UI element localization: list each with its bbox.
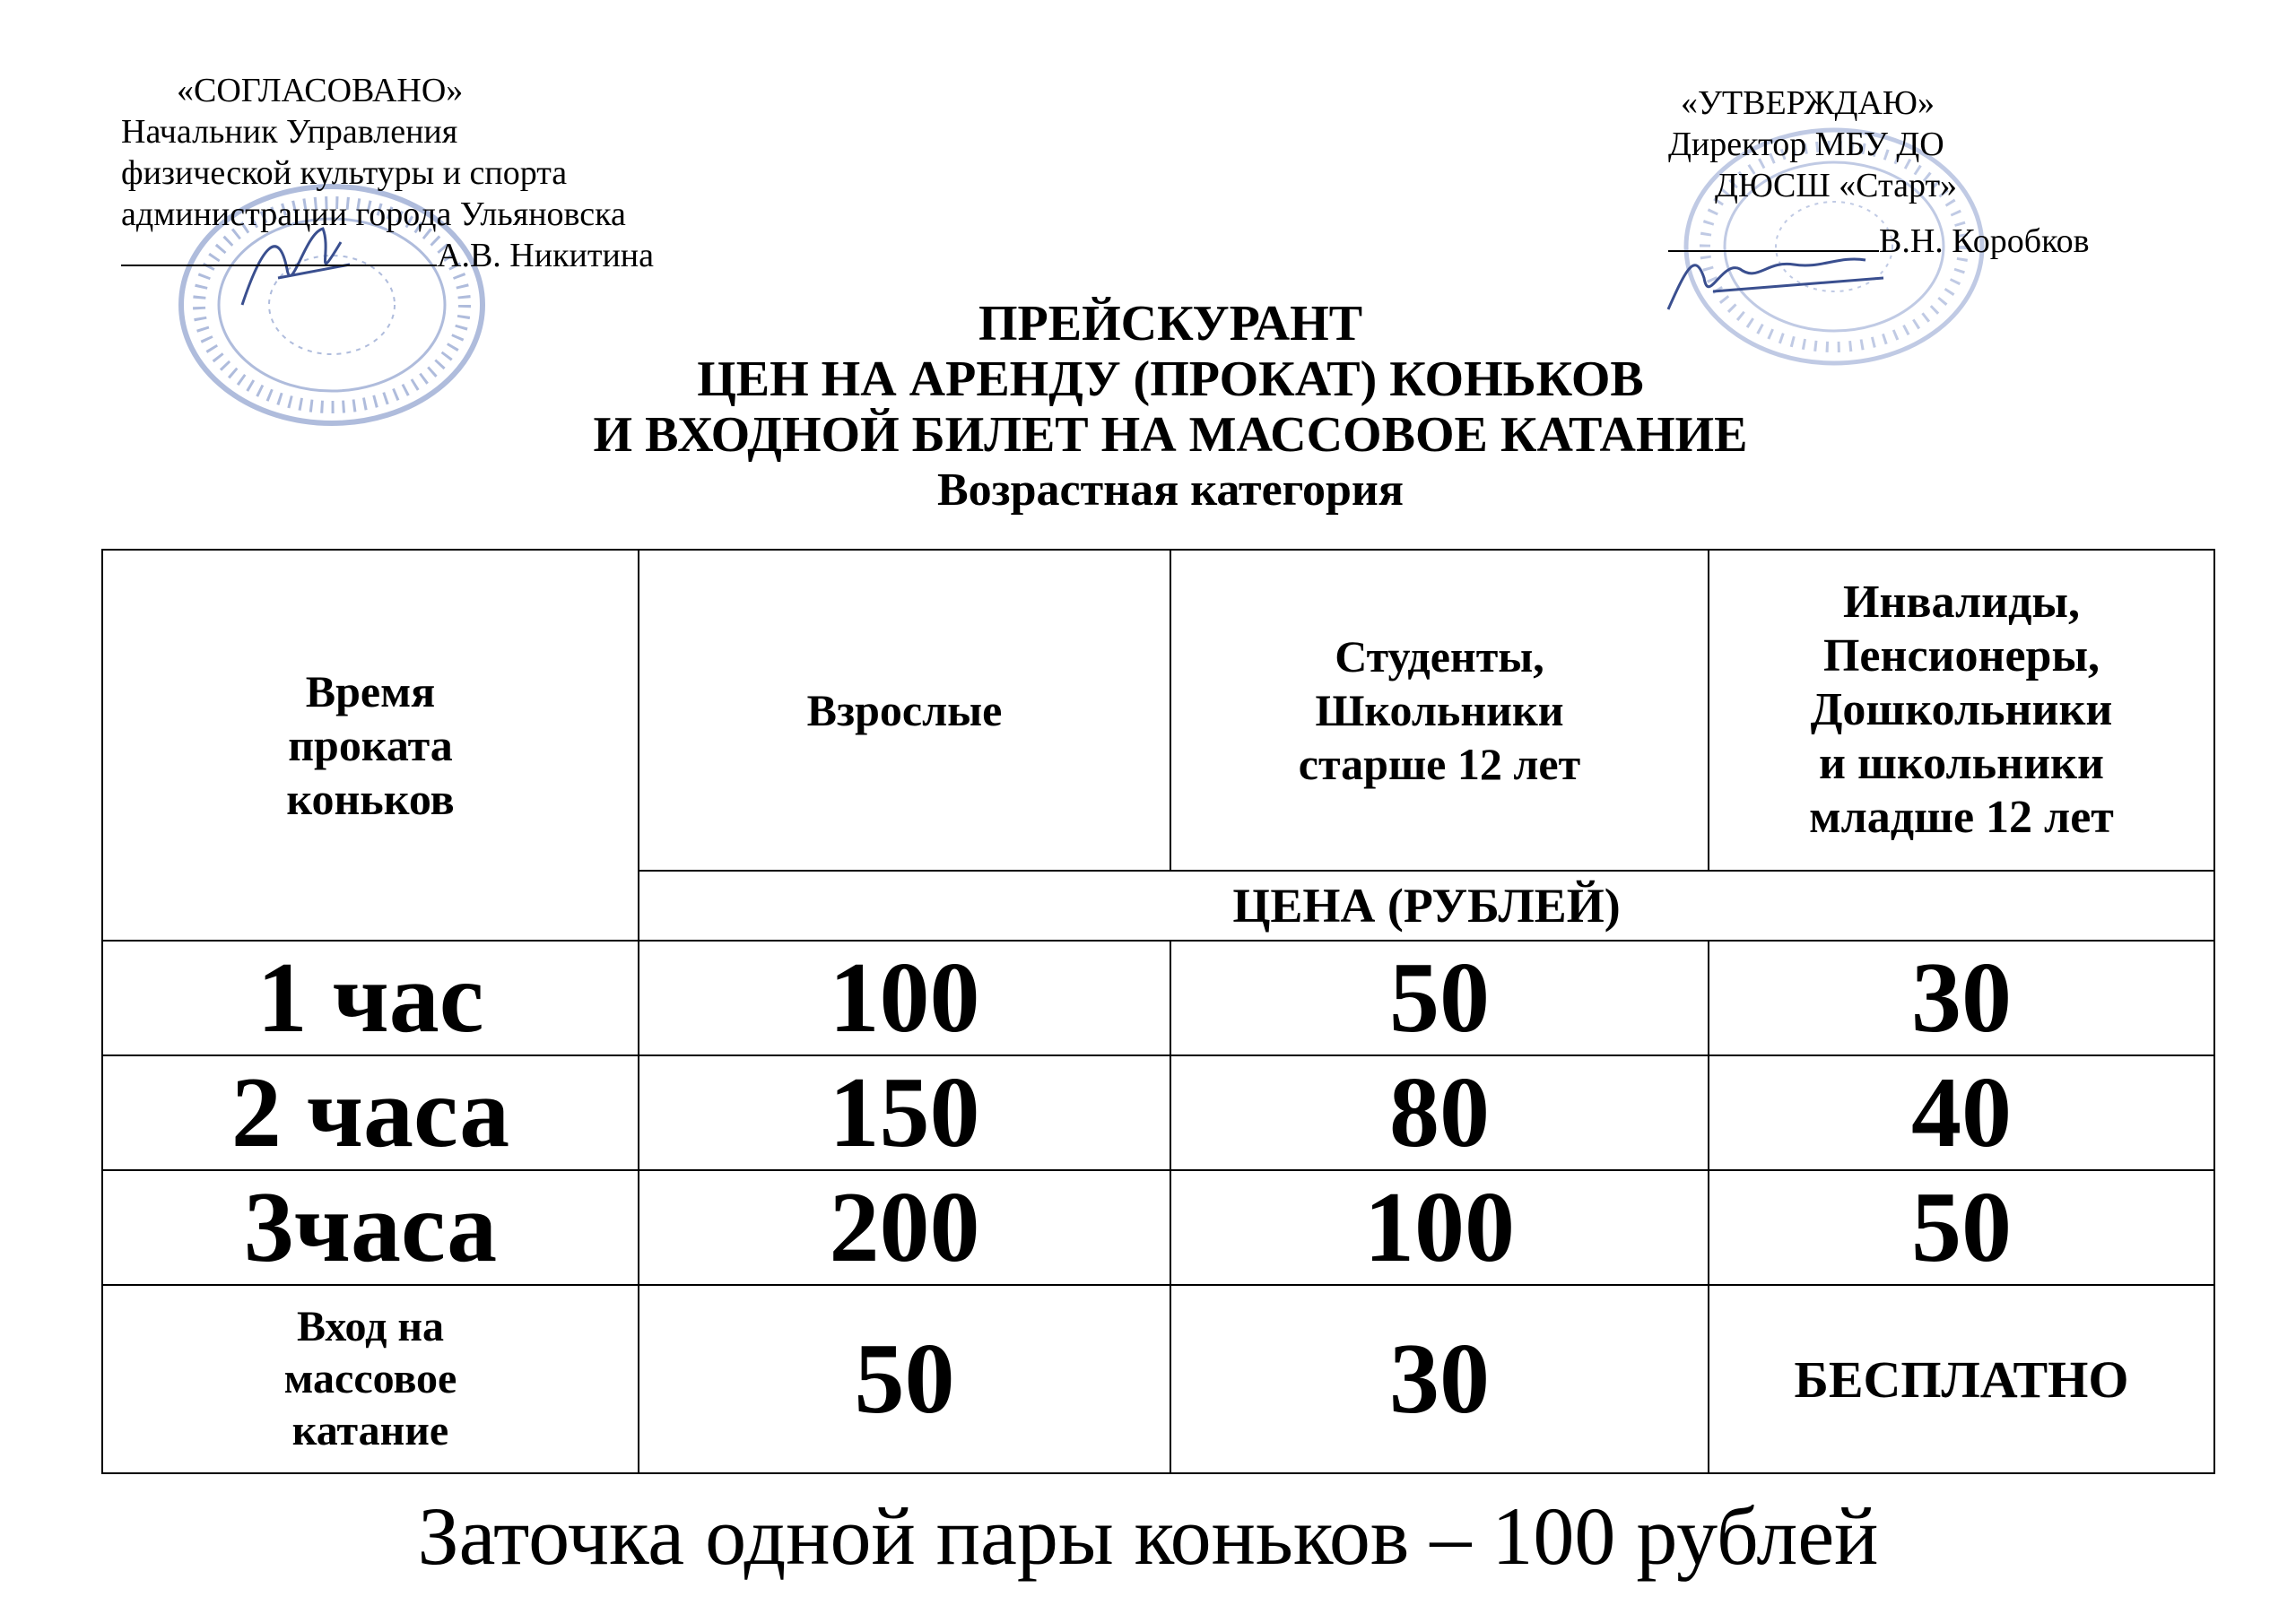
entry-label-line: Вход на (296, 1303, 445, 1350)
price-cell: 100 (1170, 1170, 1709, 1285)
approval-left-signatory: А.В. Никитина (437, 237, 655, 274)
title-line: И ВХОДНОЙ БИЛЕТ НА МАССОВОЕ КАТАНИЕ (593, 407, 1748, 463)
header-disabled-line: и школьники (1819, 738, 2104, 789)
header-students-line: Студенты, (1335, 631, 1544, 681)
approval-left-line: Начальник Управления (121, 113, 458, 151)
price-cell: 100 (639, 941, 1170, 1055)
approval-right-line: ДЮСШ «Старт» (1715, 167, 1958, 204)
price-cell: 50 (1170, 941, 1709, 1055)
price-cell: 150 (639, 1055, 1170, 1170)
price-cell: 30 (1170, 1285, 1709, 1473)
price-cell: 30 (1709, 941, 2214, 1055)
table-row (102, 1055, 2214, 1170)
row-label: 2 часа (102, 1055, 639, 1170)
header-disabled-pensioners (1709, 550, 2214, 871)
row-label: 1 час (102, 941, 639, 1055)
header-rental-time-line: Время (305, 666, 436, 716)
price-table (101, 549, 2215, 1474)
approval-left-line: физической культуры и спорта (121, 154, 568, 192)
row-label: 3часа (102, 1170, 639, 1285)
price-cell: 50 (1709, 1170, 2214, 1285)
header-students (1170, 550, 1709, 871)
header-disabled-line: Инвалиды, (1843, 577, 2080, 628)
price-cell: 40 (1709, 1055, 2214, 1170)
header-students-line: Школьники (1315, 685, 1564, 735)
price-cell: 200 (639, 1170, 1170, 1285)
header-disabled-line: младше 12 лет (1809, 792, 2114, 843)
approval-left (121, 70, 731, 276)
approval-right (1668, 82, 2224, 262)
header-students-line: старше 12 лет (1298, 739, 1581, 789)
header-disabled-line: Пенсионеры, (1822, 630, 2100, 681)
entry-label-line: катание (291, 1407, 449, 1454)
page-title (0, 296, 2296, 518)
table-row-entry (102, 1285, 2214, 1473)
title-line: ПРЕЙСКУРАНТ (978, 296, 1363, 352)
approval-right-signatory: В.Н. Коробков (1879, 222, 2090, 260)
title-line: ЦЕН НА АРЕНДУ (ПРОКАТ) КОНЬКОВ (697, 352, 1644, 407)
approval-right-line: Директор МБУ ДО (1668, 126, 1944, 163)
approval-right-signature-line (1668, 221, 2224, 262)
table-row (102, 941, 2214, 1055)
approval-left-heading: «СОГЛАСОВАНО» (177, 72, 464, 109)
header-rental-time-line: коньков (286, 774, 455, 824)
approval-right-heading: «УТВЕРЖДАЮ» (1681, 84, 1935, 122)
approval-left-signature-line (121, 235, 731, 276)
price-cell: 50 (639, 1285, 1170, 1473)
table-row (102, 1170, 2214, 1285)
title-subheading: Возрастная категория (937, 464, 1404, 516)
header-rental-time (102, 550, 639, 941)
header-adults (639, 550, 1170, 871)
entry-label-line: массовое (283, 1355, 457, 1402)
price-cell: 80 (1170, 1055, 1709, 1170)
row-label-entry (102, 1285, 639, 1473)
header-disabled-line: Дошкольники (1810, 684, 2113, 735)
header-rental-time-line: проката (288, 720, 453, 770)
approval-left-line: администрации города Ульяновска (121, 195, 626, 233)
price-cell-free: БЕСПЛАТНО (1709, 1285, 2214, 1473)
header-adults-line: Взрослые (806, 685, 1003, 735)
table-header-row (102, 550, 2214, 871)
price-unit-label: ЦЕНА (РУБЛЕЙ) (639, 871, 2214, 941)
sharpening-note: Заточка одной пары коньков – 100 рублей (417, 1490, 1879, 1582)
